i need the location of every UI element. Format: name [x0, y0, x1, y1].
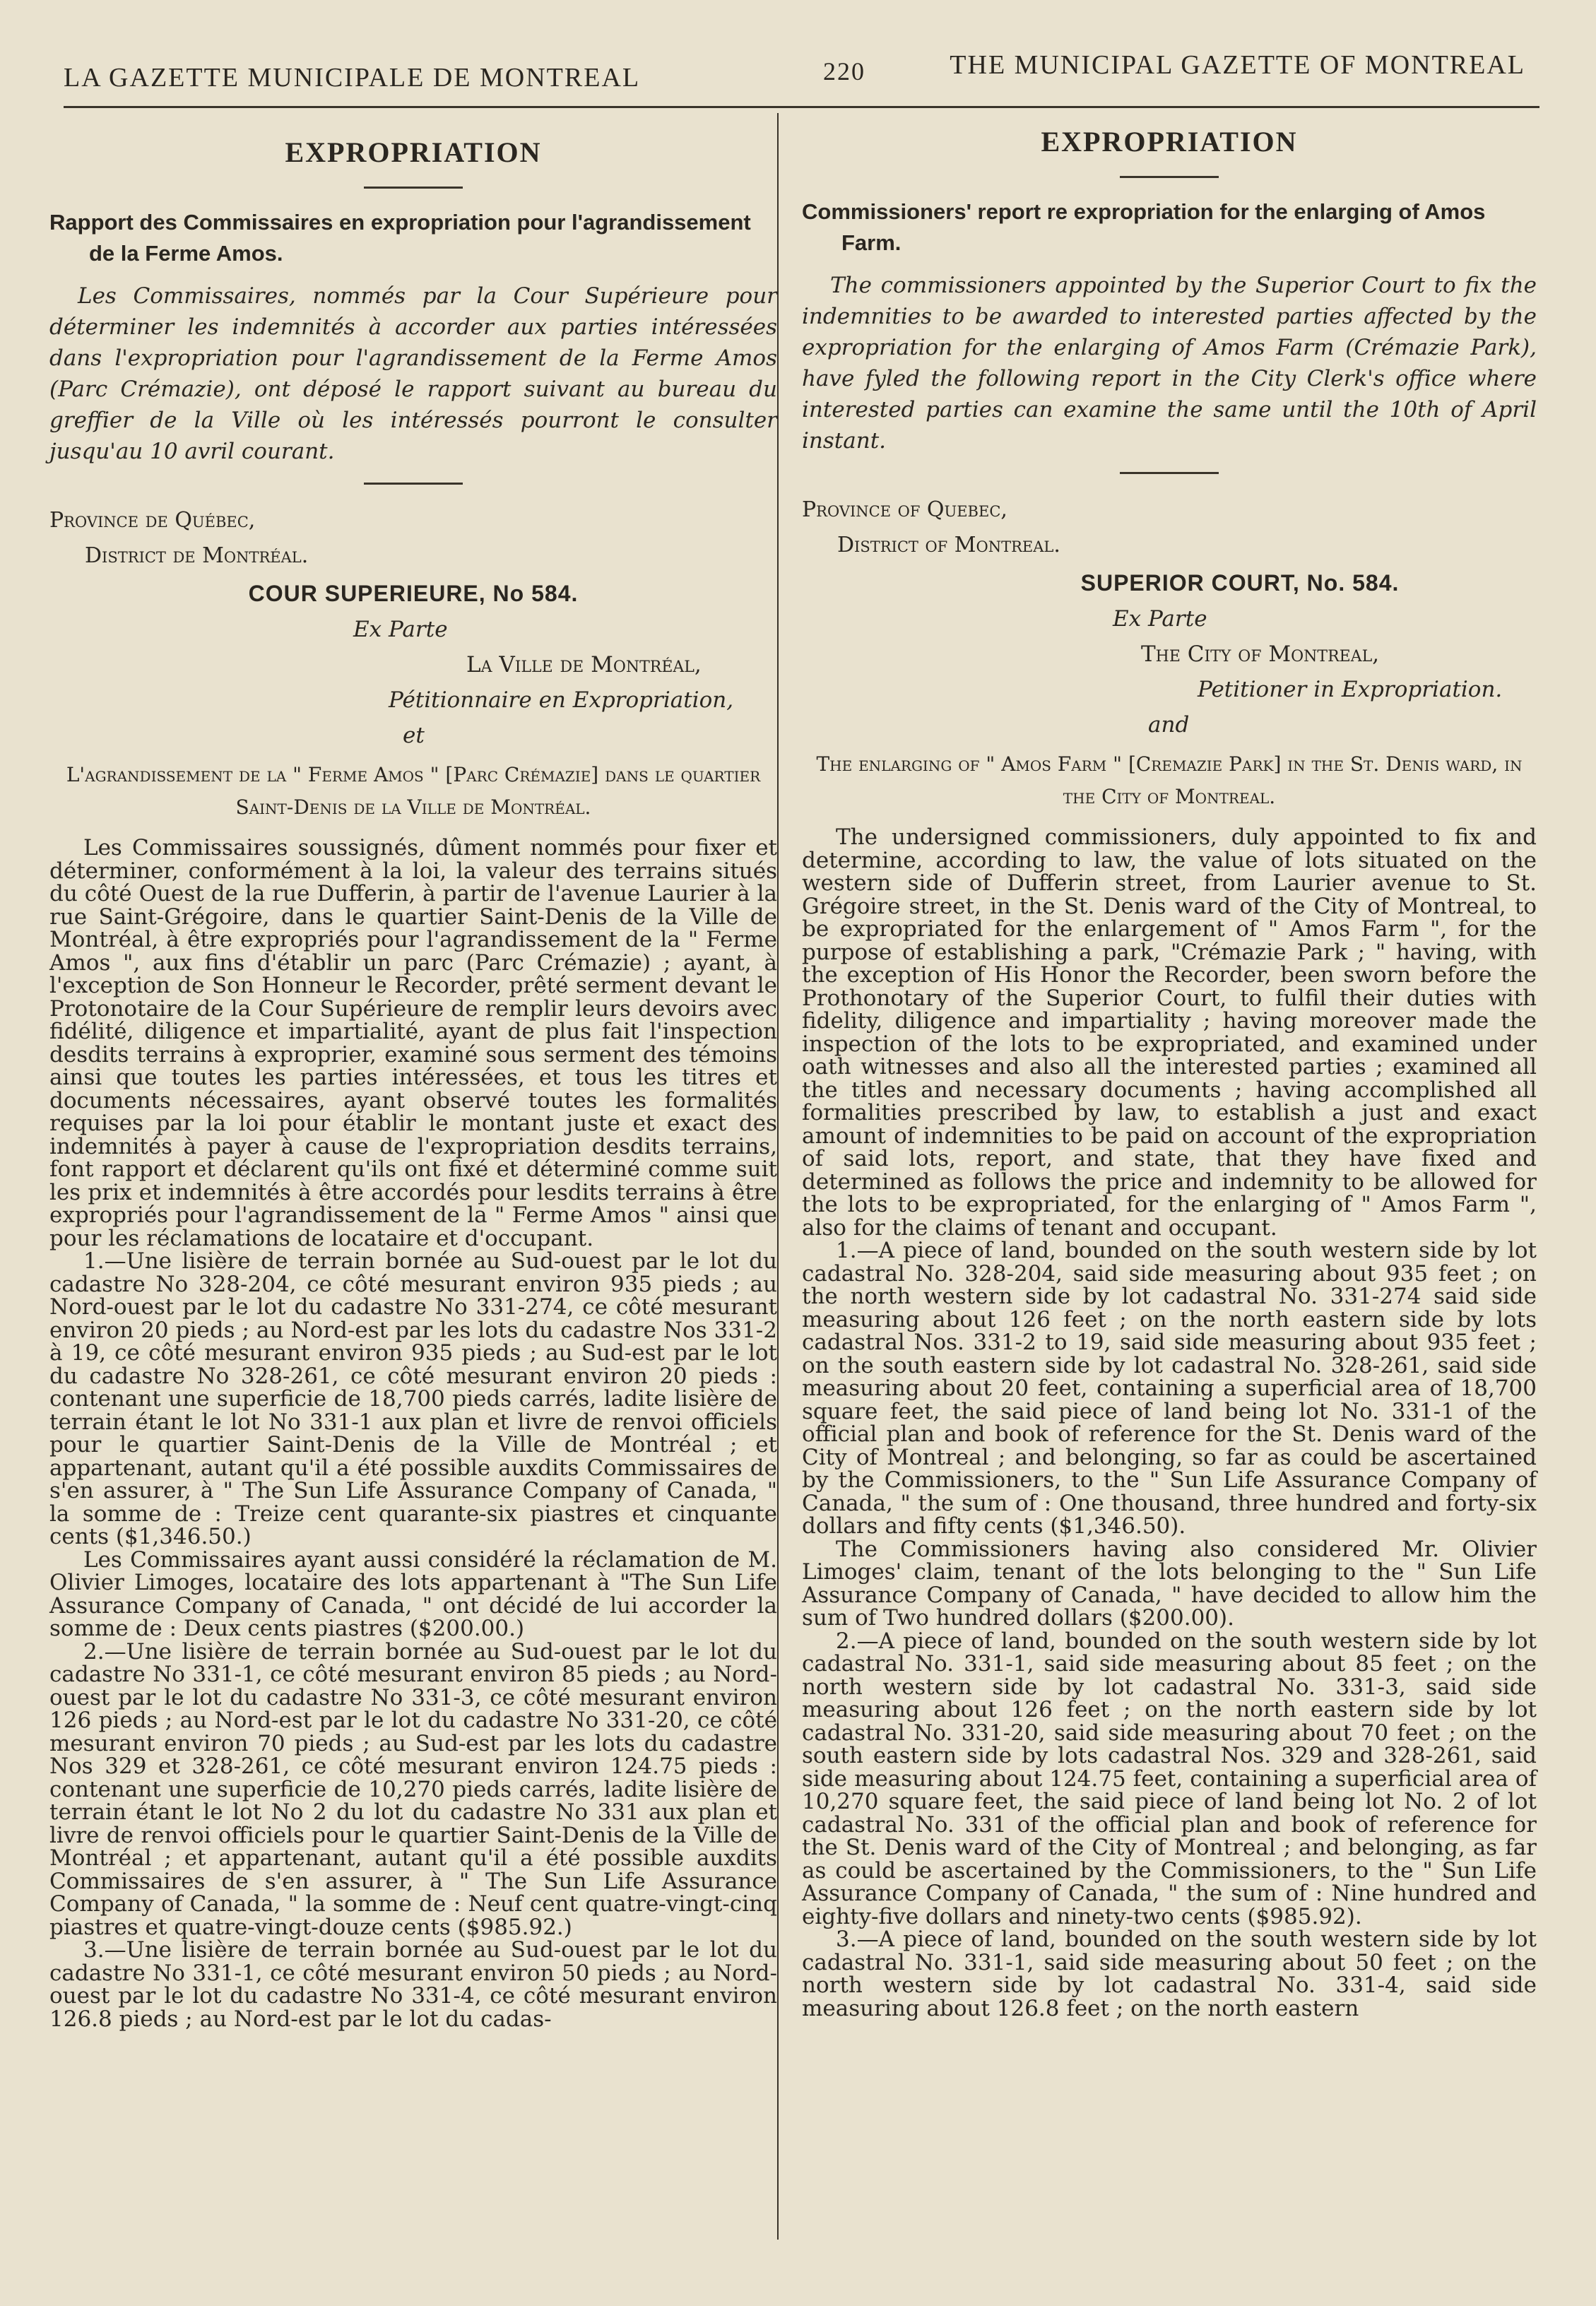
french-caption: L'agrandissement de la " Ferme Amos " [Parc Crémazie] dans le quartier Saint-Denis de la Ville de Montréal.: [66, 763, 761, 819]
english-column: [802, 117, 1537, 2020]
district-line: District de Montréal.: [85, 543, 309, 568]
french-province: [49, 503, 777, 574]
paragraph: 2.—A piece of land, bounded on the south western side by lot cadastral No. 331-1, said side measuring about 85 feet ; on the north western side by lot cadastral No. 331-3, said side measuring about 126 feet ; on the north eastern side by lot cadastral No. 331-20, said side measuring about 70 feet ; on the south eastern side by lots cadastral Nos. 329 and 328-261, said side measuring about 124.75 feet, containing a superficial area of 10,270 square feet, the said piece of land being lot No. 2 of lot cadastral No. 331 of the official plan and book of reference for the St. Denis ward of the City of Montreal ; and belonging, as far as could be ascertained by the Commissioners, to the " Sun Life Assurance Company of Canada, " the sum of : Nine hundred and eighty-five dollars and ninety-two cents ($985.92).: [802, 1628, 1537, 1929]
page-header: [64, 49, 1539, 108]
paragraph: 2.—Une lisière de terrain bornée au Sud-ouest par le lot du cadastre No 331-1, ce côté mesurant environ 85 pieds ; au Nord-ouest par le lot du cadastre No 331-3, ce côté mesurant environ 126 pieds ; au Nord-est par le lot du cadastre No 331-20, ce côté mesurant environ 70 pieds ; au Sud-est par les lots du cadastre Nos 329 et 328-261, ce côté mesurant environ 124.75 pieds : contenant une superficie de 10,270 pieds carrés, ladite lisière de terrain étant le lot No 2 du lot du cadastre No 331 aux plan et livre de renvoi officiels pour le quartier Saint-Denis de la Ville de Montréal ; et appartenant, autant qu'il a été possible auxdits Commissaires de s'en assurer, à " The Sun Life Assurance Company of Canada, " la somme de : Neuf cent quatre-vingt-cinq piastres et quatre-vingt-douze cents ($985.92.): [49, 1638, 777, 1940]
french-column: [49, 127, 777, 2030]
rule: [364, 483, 463, 485]
english-ex-parte: Ex Parte: [1113, 606, 1207, 632]
district-line: District of Montreal.: [837, 533, 1060, 557]
paragraph: 3.—A piece of land, bounded on the south western side by lot cadastral No. 331-1, said side measuring about 50 feet ; on the north western side by lot cadastral No. 331-4, said side measuring about 126.8 feet ; on the north eastern: [802, 1927, 1537, 2021]
french-court-title: COUR SUPERIEURE, No 584.: [248, 581, 579, 606]
column-divider: [777, 113, 779, 2240]
english-role: Petitioner in Expropriation.: [1198, 677, 1503, 702]
rule: [1120, 176, 1219, 178]
paragraph: Les Commissaires ayant aussi considéré la réclamation de M. Olivier Limoges, locataire des lots appartenant à "The Sun Life Assurance Company of Canada, " ont décidé de lui accorder la somme de : Deux cents piastres ($200.00.): [49, 1547, 777, 1641]
english-report-heading: Commissioners' report re expropriation for the enlarging of Amos Farm.: [802, 199, 1486, 255]
english-caption: The enlarging of " Amos Farm " [Cremazie Park] in the St. Denis ward, in the City of Montreal.: [816, 752, 1523, 808]
french-et: et: [403, 723, 425, 748]
header-french-title: LA GAZETTE MUNICIPALE DE MONTREAL: [64, 63, 641, 93]
french-role: Pétitionnaire en Expropriation,: [389, 687, 734, 713]
header-english-title: THE MUNICIPAL GAZETTE OF MONTREAL: [950, 50, 1525, 80]
page-number: 220: [823, 57, 865, 85]
paragraph: 1.—A piece of land, bounded on the south western side by lot cadastral No. 328-204, said side measuring about 935 feet ; on the north western side by lot cadastral No. 331-274 said side measuring about 126 feet ; on the north eastern side by lots cadastral Nos. 331-2 to 19, said side measuring about 935 feet ; on the south eastern side by lot cadastral No. 328-261, said side measuring about 20 feet, containing a superficial area of 18,700 square feet, the said piece of land being lot No. 331-1 of the official plan and book of reference for the St. Denis ward of the City of Montreal ; and belonging, so far as could be ascertained by the Commissioners, to the " Sun Life Assurance Company of Canada, " the sum of : One thousand, three hundred and forty-six dollars and fifty cents ($1,346.50).: [802, 1238, 1537, 1539]
english-section-title: EXPROPRIATION: [1041, 126, 1298, 158]
rule: [364, 187, 463, 189]
province-line: Province of Quebec,: [802, 497, 1007, 522]
french-section-title: EXPROPRIATION: [285, 136, 542, 168]
french-ex-parte: Ex Parte: [353, 617, 448, 642]
paragraph: The Commissioners having also considered Mr. Olivier Limoges' claim, tenant of the lots belonging to the " Sun Life Assurance Company of Canada, " have decided to allow him the sum of Two hundred dollars ($200.00).: [802, 1536, 1537, 1631]
paragraph: Les Commissaires soussignés, dûment nommés pour fixer et déterminer, conformément à la loi, la valeur des terrains situés du côté Ouest de la rue Dufferin, à partir de l'avenue Laurier à la rue Saint-Grégoire, dans le quartier Saint-Denis de la Ville de Montréal, à être expropriés pour l'agrandissement de la " Ferme Amos ", aux fins d'établir un parc (Parc Crémazie) ; ayant, à l'exception de Son Honneur le Recorder, prêté serment devant le Protonotaire de la Cour Supérieure de remplir leurs devoirs avec fidélité, diligence et impartialité, ayant de plus fait l'inspection desdits terrains à exproprier, examiné sous serment des témoins ainsi que toutes les parties intéressées, et tous les titres et documents nécessaires, ayant observé toutes les formalités requises par la loi pour établir le montant juste et exact des indemnités à payer à cause de l'expropriation desdits terrains, font rapport et déclarent qu'ils ont fixé et déterminé comme suit les prix et indemnités à être accordés pour lesdits terrains à être expropriés pour l'agrandissement de la " Ferme Amos " ainsi que pour les réclamations de locataire et d'occupant.: [49, 835, 777, 1251]
paragraph: The undersigned commissioners, duly appointed to fix and determine, according to law, the value of lots situated on the western side of Dufferin street, from Laurier avenue to St. Grégoire street, in the St. Denis ward of the City of Montreal, to be expropriated for the enlargement of " Amos Farm ", for the purpose of establishing a park, "Crémazie Park ; " having, with the exception of His Honor the Recorder, been sworn before the Prothonotary of the Superior Court, to fulfil their duties with fidelity, diligence and impartiality ; having moreover made the inspection of the lots to be expropriated, and examined under oath witnesses and also all the interested parties ; examined all the titles and necessary documents ; having accomplished all formalities prescribed by law, to establish a just and exact amount of indemnities to be paid on account of the expropriation of said lots, report, and state, that they have fixed and determined as follows the price and indemnity to be allowed for the lots to be expropriated, for the enlarging of " Amos Farm ", also for the claims of tenant and occupant.: [802, 824, 1537, 1241]
paragraph: 3.—Une lisière de terrain bornée au Sud-ouest par le lot du cadastre No 331-1, ce côté mesurant environ 50 pieds ; au Nord-ouest par le lot du cadastre No 331-4, ce côté mesurant environ 126.8 pieds ; au Nord-est par le lot du cadas-: [49, 1937, 777, 2032]
province-line: Province de Québec,: [49, 508, 256, 533]
french-notice: Les Commissaires, nommés par la Cour Supérieure pour déterminer les indemnités à accorder aux parties intéressées dans l'expropriation pour l'agrandissement de la Ferme Amos (Parc Crémazie), ont déposé le rapport suivant au bureau du greffier de la Ville où les intéressés pourront le consulter jusqu'au 10 avril courant.: [49, 283, 777, 464]
rule: [1120, 472, 1219, 474]
paragraph: 1.—Une lisière de terrain bornée au Sud-ouest par le lot du cadastre No 328-204, ce côté mesurant environ 935 pieds ; au Nord-ouest par le lot du cadastre No 331-274, ce côté mesurant environ 20 pieds ; au Nord-est par les lots du cadastre Nos 331-2 à 19, ce côté mesurant environ 935 pieds ; au Sud-est par le lot du cadastre No 328-261, ce côté mesurant environ 20 pieds : contenant une superficie de 18,700 pieds carrés, ladite lisière de terrain étant le lot No 331-1 aux plan et livre de renvoi officiels pour le quartier Saint-Denis de la Ville de Montréal ; et appartenant, autant qu'il a été possible auxdits Commissaires de s'en assurer, à " The Sun Life Assurance Company of Canada, " la somme de : Treize cent quarante-six piastres et cinquante cents ($1,346.50.): [49, 1248, 777, 1549]
english-body: [802, 826, 1537, 2020]
french-report-heading: Rapport des Commissaires en expropriation pour l'agrandissement de la Ferme Amos.: [49, 210, 751, 266]
french-body: [49, 836, 777, 2030]
english-party: The City of Montreal,: [1141, 641, 1380, 667]
english-notice: The commissioners appointed by the Superior Court to fix the indemnities to be awarded to interested parties affected by the expropriation for the enlarging of Amos Farm (Crémazie Park), have fyled the following report in the City Clerk's office where interested parties can examine the same until the 10th of April instant.: [802, 273, 1537, 454]
english-and: and: [1148, 712, 1190, 738]
english-province: [802, 492, 1537, 563]
french-party: La Ville de Montréal,: [466, 652, 702, 678]
english-court-title: SUPERIOR COURT, No. 584.: [1080, 570, 1400, 596]
